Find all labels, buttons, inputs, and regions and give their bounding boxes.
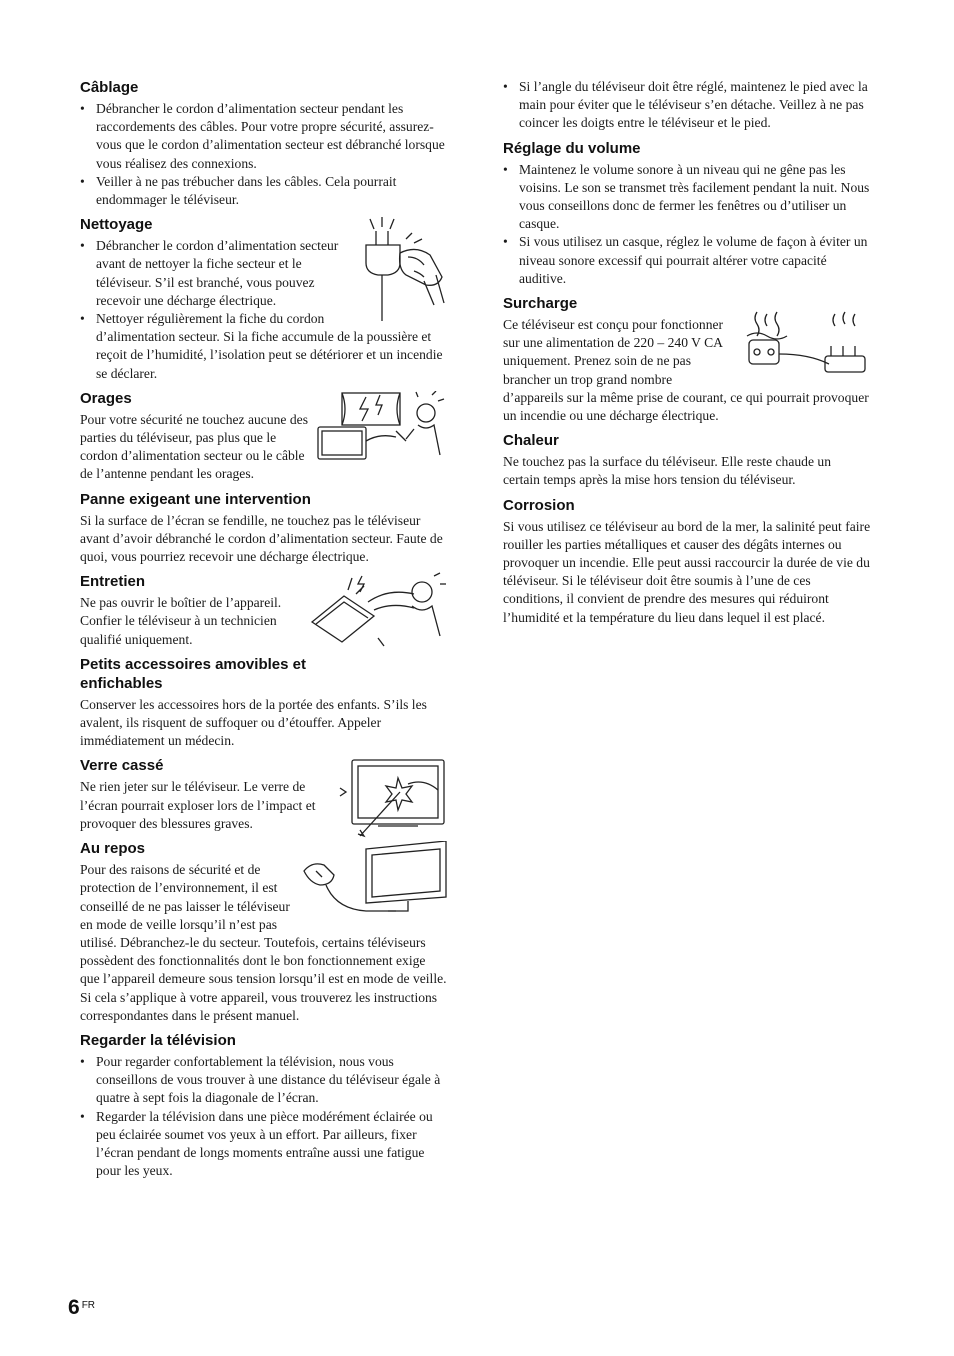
text-corrosion: Si vous utilisez ce téléviseur au bord de la mer, la salinité peut faire rouiller les parties métalliques et causer des dégâts internes ou provoquer un incendie. Elle peut aussi raccourcir la durée de vie du téléviseur. Si le téléviseur doit être soumis à l’une de ces conditions, il convient de prendre des mesures qui réduiront l’humidité et la température du lieu dans lequel il est placé. <box>503 518 871 625</box>
list-volume <box>503 161 871 288</box>
list-angle <box>503 78 871 133</box>
page-footer <box>68 1296 95 1320</box>
list-item: • Maintenez le volume sonore à un niveau qui ne gêne pas les voisins. Le son se transmet très facilement pendant la nuit. Nous vous conseillons donc de fermer les fenêtres ou d’utiliser un casque. <box>503 161 871 234</box>
broken-glass-tv-illustration <box>338 758 448 838</box>
list-item: • Veiller à ne pas trébucher dans les câbles. Cela pourrait endommager le téléviseur. <box>80 173 448 209</box>
list-item: • Débrancher le cordon d’alimentation secteur avant de nettoyer la fiche secteur et le téléviseur. S’il est branché, vous pouvez recevoir une décharge électrique. <box>80 237 448 310</box>
right-column <box>503 78 871 627</box>
text-accessoires: Conserver les accessoires hors de la portée des enfants. S’ils les avalent, ils risquent de suffoquer ou d’étouffer. Appeler immédiatement un médecin. <box>80 696 427 749</box>
heading-entretien: Entretien <box>80 573 146 591</box>
overloaded-outlet-illustration <box>739 310 871 386</box>
text-verre: Ne rien jeter sur le téléviseur. Le verre de l’écran pourrait exploser lors de l’impact et provoquer des blessures graves. <box>80 779 316 831</box>
heading-cablage: Câblage <box>80 79 139 96</box>
heading-verre: Verre cassé <box>80 757 164 775</box>
list-cablage <box>80 100 448 209</box>
page-number: 6 <box>68 1296 80 1319</box>
text-orages: Pour votre sécurité ne touchez aucune des parties du téléviseur, pas plus que le cordon d’alimentation secteur ou le câble de l’antenne pendant les orages. <box>80 411 308 482</box>
list-item: • Si vous utilisez un casque, réglez le volume de façon à éviter un niveau sonore excessif qui pourrait altérer votre capacité auditive. <box>503 233 871 288</box>
heading-orages: Orages <box>80 389 132 407</box>
text-surcharge: Ce téléviseur est conçu pour fonctionner sur une alimentation de 220 – 240 V CA uniquement. Prenez soin de ne pas brancher un trop grand nombre d’appareils sur la même prise de courant, ce qui pourrait provoquer un incendie ou une décharge électrique. <box>503 317 869 424</box>
page-language: FR <box>81 1300 96 1311</box>
heading-accessoires: Petits accessoires amovibles et enfichables <box>80 655 306 692</box>
heading-panne: Panne exigeant une intervention <box>80 490 311 508</box>
heading-regarder: Regarder la télévision <box>80 1031 236 1049</box>
list-item: • Débrancher le cordon d’alimentation secteur pendant les raccordements des câbles. Pour votre propre sécurité, assurez-vous que le cordon d’alimentation secteur est débranché lorsque vous réalisez des connexions. <box>80 100 448 173</box>
storm-tv-illustration <box>314 391 448 465</box>
standby-unplug-illustration <box>296 841 448 919</box>
list-regarder <box>80 1053 448 1180</box>
heading-corrosion: Corrosion <box>503 496 575 514</box>
list-nettoyage <box>80 237 448 383</box>
left-column <box>80 78 448 1180</box>
list-item: • Nettoyer régulièrement la fiche du cordon d’alimentation secteur. Si la fiche accumule de la poussière et reçoit de l’humidité, l’isolation peut se détériorer et un incendie se déclarer. <box>80 310 448 383</box>
text-entretien: Ne pas ouvrir le boîtier de l’appareil. Confier le téléviseur à un technicien qualifié uniquement. <box>80 595 282 647</box>
heading-surcharge: Surcharge <box>503 295 578 313</box>
list-item: • Regarder la télévision dans une pièce modérément éclairée ou peu éclairée soumet vos yeux à un effort. Par ailleurs, fixer l’écran pendant de longs moments entraîne aussi une fatigue pour les yeux. <box>80 1108 448 1181</box>
text-chaleur: Ne touchez pas la surface du téléviseur. Elle reste chaude un certain temps après la mise hors tension du téléviseur. <box>503 454 831 488</box>
list-item: • Pour regarder confortablement la télévision, nous vous conseillons de vous trouver à une distance du téléviseur égale à quatre à sept fois la diagonale de l’écran. <box>80 1053 448 1108</box>
heading-volume: Réglage du volume <box>503 139 641 157</box>
service-technician-illustration <box>308 572 448 648</box>
heading-repos: Au repos <box>80 840 146 858</box>
list-item: • Si l’angle du téléviseur doit être réglé, maintenez le pied avec la main pour éviter que le téléviseur s’en détache. Veillez à ne pas coincer les doigts entre le téléviseur et le pied. <box>503 78 871 133</box>
heading-nettoyage: Nettoyage <box>80 216 153 234</box>
text-panne: Si la surface de l’écran se fendille, ne touchez pas le téléviseur avant d’avoir débranché le cordon d’alimentation secteur. Faute de quoi, vous pourriez recevoir une décharge électrique. <box>80 512 443 565</box>
text-repos: Pour des raisons de sécurité et de protection de l’environnement, il est conseillé de ne pas laisser le téléviseur en mode de veille lorsqu’il n’est pas utilisé. Débranchez-le du secteur. Toutefois, certains téléviseurs possèdent des fonctionnalités dont le bon fonctionnement exige que l’appareil demeure sous tension lorsqu’il est en mode de veille. Si cela s’applique à votre appareil, vous trouverez les instructions correspondantes dans le présent manuel. <box>80 862 447 1023</box>
heading-chaleur: Chaleur <box>503 432 559 450</box>
